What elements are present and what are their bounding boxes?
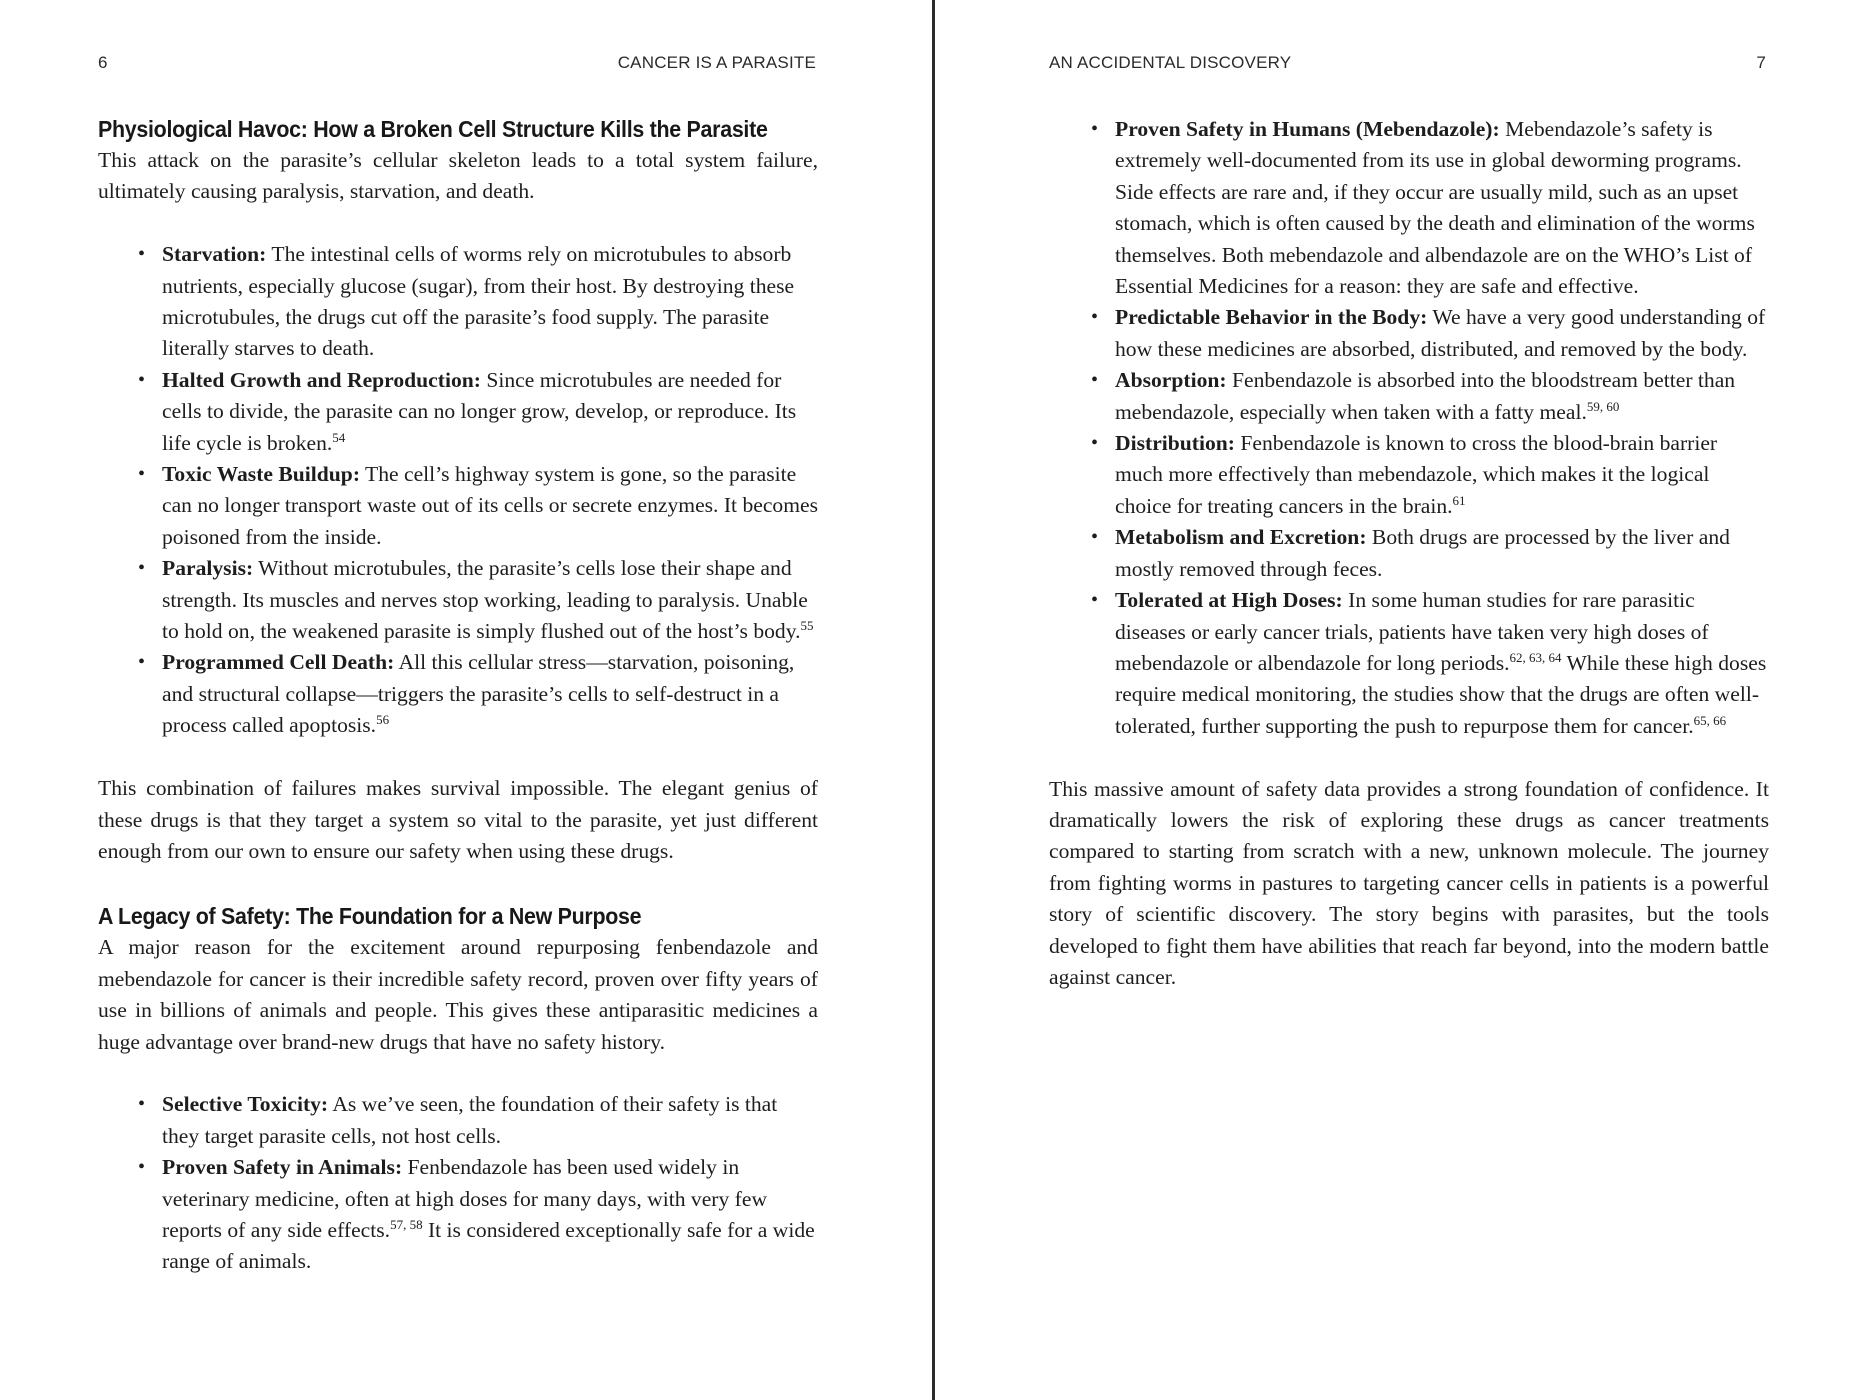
footnote-ref: 59, 60 — [1586, 398, 1620, 414]
left-page-number: 6 — [98, 53, 108, 72]
list-item: • Absorption: Fenbendazole is absorbed into the bloodstream better than mebendazole, especially when taken with a fatty meal.$^{59, 60}$ — [1091, 368, 1736, 424]
closing-paragraph: This massive amount of safety data provides a strong foundation of confidence. It dramatically lowers the risk of exploring these drugs as cancer treatments compared to starting from scratch with a new, unknown molecule. The journey from fighting worms in pastures to targeting cancer cells in patients is a powerful story of scientific discovery. The story begins with parasites, but the tools developed to fight them have abilities that reach far beyond, into the modern battle against cancer. — [1049, 776, 1769, 989]
left-page-body — [98, 114, 818, 1278]
footnote-ref: 55 — [800, 617, 814, 633]
list-item: • Proven Safety in Animals: Fenbendazole has been used widely in veterinary medicine, often at high doses for many days, with very few reports of any side effects.$^{57, 58}$ It is considered exceptionally safe for a wide range of animals. — [138, 1155, 815, 1274]
footnote-ref: 65, 66 — [1693, 712, 1727, 728]
list-item: • Metabolism and Excretion: Both drugs are processed by the liver and mostly removed through feces. — [1091, 525, 1730, 581]
section-heading-legacy-of-safety: A Legacy of Safety: The Foundation for a New Purpose — [98, 903, 642, 930]
list-item: • Paralysis: Without microtubules, the parasite’s cells lose their shape and strength. Its muscles and nerves stop working, leading to paralysis. Unable to hold on, the weakened parasite is simply flushed out of the host’s body.$^{55}$ — [138, 556, 814, 644]
safety-bullet-list — [1049, 114, 1769, 742]
list-item: • Predictable Behavior in the Body: We have a very good understanding of how these medicines are absorbed, distributed, and removed by the body. — [1091, 305, 1766, 361]
right-page-number: 7 — [1756, 53, 1766, 72]
list-item: • Selective Toxicity: As we’ve seen, the foundation of their safety is that they target parasite cells, not host cells. — [138, 1092, 778, 1148]
list-item: • Toxic Waste Buildup: The cell’s highway system is gone, so the parasite can no longer transport waste out of its cells or secrete enzymes. It becomes poisoned from the inside. — [138, 462, 818, 549]
footnote-ref: 54 — [332, 429, 346, 445]
footnote-ref: 56 — [376, 712, 390, 728]
right-page — [935, 0, 1866, 1400]
right-page-body — [1049, 114, 1769, 993]
list-item: • Programmed Cell Death: All this cellular stress—starvation, poisoning, and structural collapse—triggers the parasite’s cells to self-destruct in a process called apoptosis.$^{56}$ — [138, 650, 795, 738]
list-item: • Proven Safety in Humans (Mebendazole): Mebendazole’s safety is extremely well-documented from its use in global deworming programs. Side effects are rare and, if they occur are usually mild, such as an upset stomach, which is often caused by the death and elimination of the worms themselves. Both mebendazole and albendazole are on the WHO’s List of Essential Medicines for a reason: they are safe and effective. — [1091, 117, 1755, 299]
section1-intro: This attack on the parasite’s cellular skeleton leads to a total system failure, ultimately causing paralysis, starvation, and death. — [98, 148, 818, 204]
section1-bullet-list — [98, 239, 818, 742]
list-item: • Tolerated at High Doses: In some human studies for rare parasitic diseases or early cancer trials, patients have taken very high doses of mebendazole or albendazole for long periods.$^{62, 63, 64}$ While these high doses require medical monitoring, the studies show that the drugs are often well-tolerated, further supporting the push to repurpose them for cancer.$^{65, 66}$ — [1091, 588, 1767, 738]
left-running-head — [0, 53, 933, 75]
left-running-title: CANCER IS A PARASITE — [617, 53, 816, 72]
right-running-head — [935, 53, 1866, 75]
footnote-ref: 61 — [1452, 492, 1466, 508]
section2-bullet-list — [98, 1089, 818, 1277]
list-item: • Starvation: The intestinal cells of worms rely on microtubules to absorb nutrients, especially glucose (sugar), from their host. By destroying these microtubules, the drugs cut off the parasite’s food supply. The parasite literally starves to death. — [138, 242, 795, 361]
section-heading-physiological-havoc: Physiological Havoc: How a Broken Cell Structure Kills the Parasite — [98, 116, 768, 142]
section1-conclusion: This combination of failures makes survival impossible. The elegant genius of these drugs is that they target a system so vital to the parasite, yet just different enough from our own to ensure our safety when using these drugs. — [98, 776, 818, 863]
right-running-title: AN ACCIDENTAL DISCOVERY — [1049, 53, 1292, 72]
footnote-ref: 57, 58 — [390, 1216, 423, 1232]
section2-intro: A major reason for the excitement around repurposing fenbendazole and mebendazole for cancer is their incredible safety record, proven over fifty years of use in billions of animals and people. This gives these antiparasitic medicines a huge advantage over brand-new drugs that have no safety history. — [98, 935, 818, 1054]
list-item: • Distribution: Fenbendazole is known to cross the blood-brain barrier much more effectively than mebendazole, which makes it the logical choice for treating cancers in the brain.$^{61}$ — [1091, 431, 1718, 518]
footnote-ref: 62, 63, 64 — [1509, 649, 1562, 665]
list-item: • Halted Growth and Reproduction: Since microtubules are needed for cells to divide, the parasite can no longer grow, develop, or reproduce. Its life cycle is broken.$^{54}$ — [138, 367, 797, 455]
